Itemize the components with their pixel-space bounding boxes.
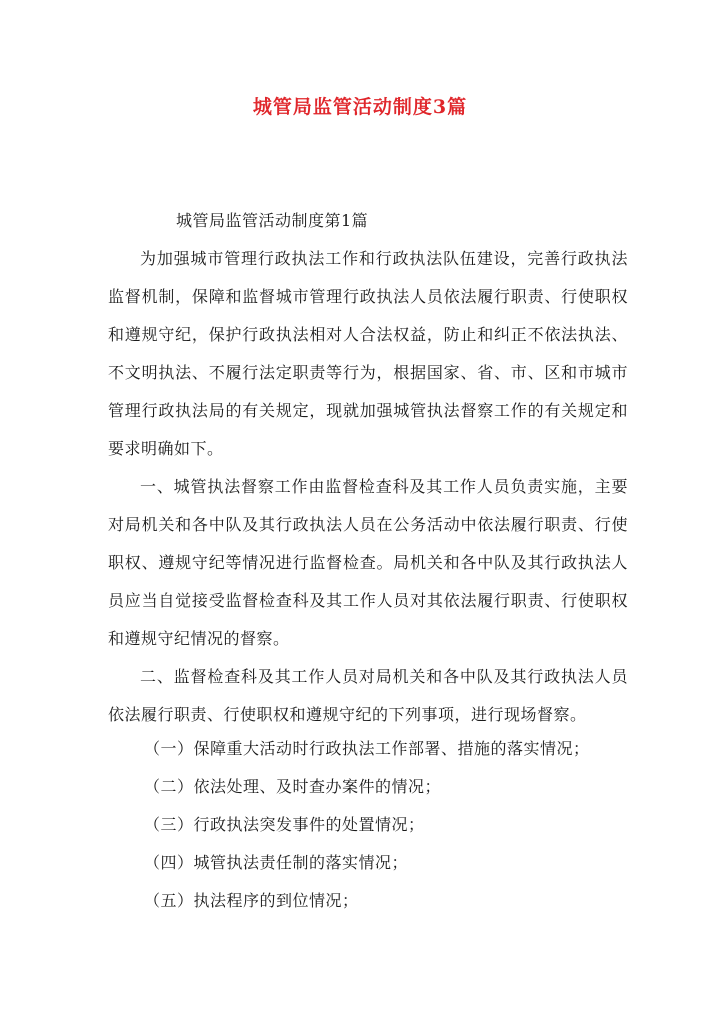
list-item-4: （四）城管执法责任制的落实情况； — [144, 853, 409, 872]
list-item-3: （三）行政执法突发事件的处置情况； — [144, 815, 425, 834]
paragraph-intro: 为加强城市管理行政执法工作和行政执法队伍建设，完善行政执法监督机制，保障和监督城市管理行政执法人员依法履行职责、行使职权和遵规守纪，保护行政执法相对人合法权益，防止和纠正不依法执法、不文明执法、不履行法定职责等行为，根据国家、省、市、区和市城市管理行政执法局的有关规定，现就加强城管执法督察工作的有关规定和要求明确如下。 — [108, 249, 628, 458]
list-item-2: （二）依法处理、及时查办案件的情况； — [144, 777, 442, 796]
paragraph-article-2: 二、监督检查科及其工作人员对局机关和各中队及其行政执法人员依法履行职责、行使职权和遵规守纪的下列事项，进行现场督察。 — [108, 667, 628, 724]
list-item-5: （五）执法程序的到位情况； — [144, 891, 359, 910]
section-heading: 城管局监管活动制度第1篇 — [176, 211, 369, 230]
list-item-1: （一）保障重大活动时行政执法工作部署、措施的落实情况； — [144, 739, 590, 758]
paragraph-article-1: 一、城管执法督察工作由监督检查科及其工作人员负责实施，主要对局机关和各中队及其行政执法人员在公务活动中依法履行职责、行使职权、遵规守纪等情况进行监督检查。局机关和各中队及其行政执法人员应当自觉接受监督检查科及其工作人员对其依法履行职责、行使职权和遵规守纪情况的督察。 — [108, 477, 628, 648]
document-title: 城管局监管活动制度3篇 — [252, 96, 468, 118]
document-body — [108, 240, 628, 734]
